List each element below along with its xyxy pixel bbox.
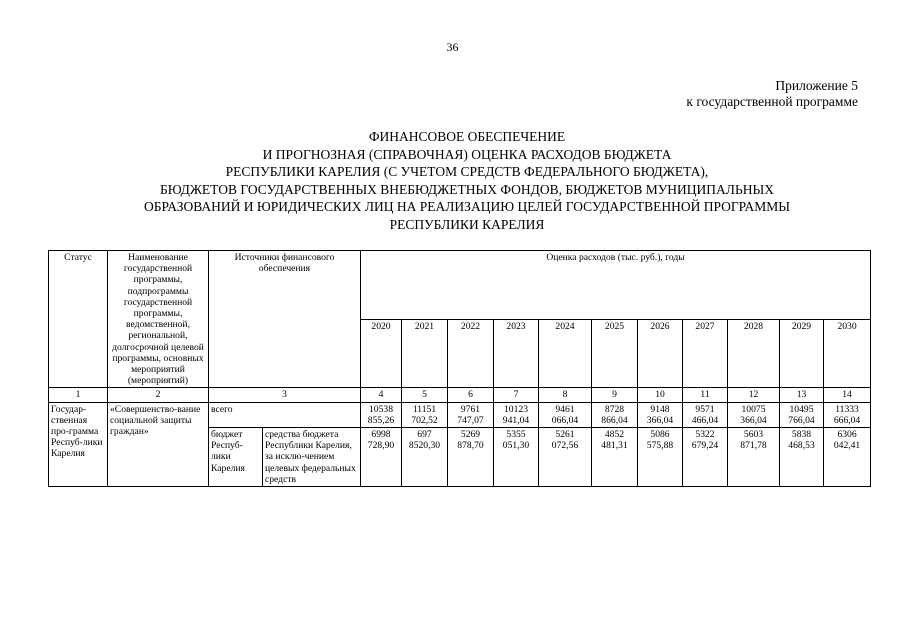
budget-desc-cell: средства бюджета Республики Карелия, за исклю-чением целевых федеральных средств: [263, 428, 361, 487]
value-cell: [448, 428, 494, 487]
year-header: 2023: [494, 319, 539, 388]
value-part: 11151: [412, 403, 437, 415]
status-cell: Государ-ственная про-грамма Респуб-лики Карелия: [49, 402, 108, 486]
value-cell: [402, 428, 448, 487]
value-part: 366,04: [740, 414, 767, 426]
header-estimate: Оценка расходов (тыс. руб.), годы: [361, 251, 871, 320]
value-cell: [592, 428, 638, 487]
column-number-row: [49, 388, 871, 402]
title-line: ФИНАНСОВОЕ ОБЕСПЕЧЕНИЕ: [368, 129, 566, 144]
value-cell: [638, 428, 683, 487]
program-name-cell: «Совершенство-вание социальной защиты граждан»: [108, 402, 209, 486]
value-part: 855,26: [367, 414, 395, 426]
year-header: 2029: [780, 319, 824, 388]
value-part: 10538: [369, 403, 393, 415]
value-part: 766,04: [788, 414, 815, 426]
year-header: 2026: [638, 319, 683, 388]
value-part: 941,04: [502, 414, 530, 426]
title-line: ОБРАЗОВАНИЙ И ЮРИДИЧЕСКИХ ЛИЦ НА РЕАЛИЗАЦИЮ ЦЕЛЕЙ ГОСУДАРСТВЕННОЙ ПРОГРАММЫ: [144, 199, 790, 214]
appendix-line-2: к государственной программе: [686, 94, 858, 109]
value-part: 9571: [695, 403, 715, 415]
title-line: БЮДЖЕТОВ ГОСУДАРСТВЕННЫХ ВНЕБЮДЖЕТНЫХ ФОНДОВ, БЮДЖЕТОВ МУНИЦИПАЛЬНЫХ: [160, 181, 774, 197]
value-part: 5269: [460, 429, 481, 441]
column-number: 2: [108, 388, 209, 402]
value-part: 666,04: [833, 414, 861, 426]
column-number: 4: [361, 388, 402, 402]
appendix-line-1: Приложение 5: [775, 78, 858, 93]
year-header: 2027: [683, 319, 728, 388]
column-number: 9: [592, 388, 638, 402]
year-header: 2020: [361, 319, 402, 388]
value-cell: [592, 402, 638, 427]
column-number: 13: [780, 388, 824, 402]
value-part: 11333: [835, 403, 859, 415]
header-sources: Источники финансового обеспечения: [209, 251, 361, 388]
value-part: 10123: [504, 403, 528, 415]
title-line: РЕСПУБЛИКИ КАРЕЛИЯ (С УЧЕТОМ СРЕДСТВ ФЕДЕРАЛЬНОГО БЮДЖЕТА),: [225, 164, 709, 179]
value-cell: [494, 402, 539, 427]
appendix-header: [686, 78, 858, 110]
column-number: 8: [539, 388, 592, 402]
value-part: 5261: [555, 429, 575, 441]
value-part: 679,24: [691, 440, 719, 452]
value-part: 747,07: [457, 414, 484, 426]
value-cell: [780, 402, 824, 427]
value-part: 5086: [650, 429, 670, 441]
document-title: [0, 128, 905, 233]
table-row: [49, 402, 871, 427]
column-number: 3: [209, 388, 361, 402]
column-number: 5: [402, 388, 448, 402]
year-header: 2028: [728, 319, 780, 388]
title-line: И ПРОГНОЗНАЯ (СПРАВОЧНАЯ) ОЦЕНКА РАСХОДОВ БЮДЖЕТА: [262, 146, 672, 162]
value-part: 8728: [604, 403, 625, 415]
value-part: 5322: [695, 429, 715, 441]
value-part: 5355: [506, 429, 526, 441]
value-cell: [448, 402, 494, 427]
title-line: РЕСПУБЛИКИ КАРЕЛИЯ: [389, 216, 545, 232]
total-label-cell: всего: [209, 402, 361, 427]
value-part: 6306: [837, 429, 857, 441]
value-part: 042,41: [833, 440, 861, 452]
value-cell: [824, 428, 871, 487]
value-part: 702,52: [411, 414, 438, 426]
header-status: Статус: [49, 251, 108, 388]
value-part: 072,56: [551, 440, 579, 452]
column-number: 14: [824, 388, 871, 402]
column-number: 7: [494, 388, 539, 402]
page-number: 36: [446, 40, 459, 54]
value-part: 466,04: [691, 414, 719, 426]
year-header: 2025: [592, 319, 638, 388]
year-header: 2022: [448, 319, 494, 388]
value-cell: [402, 402, 448, 427]
value-part: 468,53: [788, 440, 815, 452]
value-part: 9148: [650, 403, 670, 415]
value-part: 051,30: [502, 440, 530, 452]
value-part: 481,31: [601, 440, 628, 452]
value-part: 697: [417, 429, 432, 441]
column-number: 12: [728, 388, 780, 402]
budget-table: [48, 250, 871, 487]
column-number: 10: [638, 388, 683, 402]
value-cell: [494, 428, 539, 487]
value-cell: [683, 402, 728, 427]
value-cell: [361, 428, 402, 487]
year-header: 2021: [402, 319, 448, 388]
value-part: 8520,30: [408, 440, 441, 452]
value-cell: [728, 402, 780, 427]
header-row: [49, 251, 871, 320]
value-cell: [728, 428, 780, 487]
value-cell: [539, 402, 592, 427]
value-part: 9461: [555, 403, 575, 415]
column-number: 1: [49, 388, 108, 402]
value-cell: [780, 428, 824, 487]
value-cell: [824, 402, 871, 427]
column-number: 6: [448, 388, 494, 402]
value-cell: [539, 428, 592, 487]
value-part: 10495: [789, 403, 814, 415]
value-cell: [683, 428, 728, 487]
value-part: 5838: [791, 429, 812, 441]
value-part: 9761: [460, 403, 481, 415]
value-part: 866,04: [601, 414, 628, 426]
value-cell: [638, 402, 683, 427]
value-cell: [361, 402, 402, 427]
year-header: 2030: [824, 319, 871, 388]
value-part: 871,78: [740, 440, 767, 452]
value-part: 10075: [741, 403, 766, 415]
value-part: 366,04: [646, 414, 674, 426]
header-name: Наименование государственной программы, подпрограммы государственной программы, ведомственной, региональной, долгосрочной целевой программы, основных мероприятий (мероприятий): [108, 251, 209, 388]
value-part: 575,88: [646, 440, 674, 452]
value-part: 5603: [743, 429, 764, 441]
year-header: 2024: [539, 319, 592, 388]
value-part: 878,70: [457, 440, 484, 452]
value-part: 728,90: [367, 440, 395, 452]
value-part: 066,04: [551, 414, 579, 426]
column-number: 11: [683, 388, 728, 402]
value-part: 6998: [371, 429, 391, 441]
budget-label-cell: бюджет Респуб-лики Карелия: [209, 428, 263, 487]
value-part: 4852: [604, 429, 625, 441]
